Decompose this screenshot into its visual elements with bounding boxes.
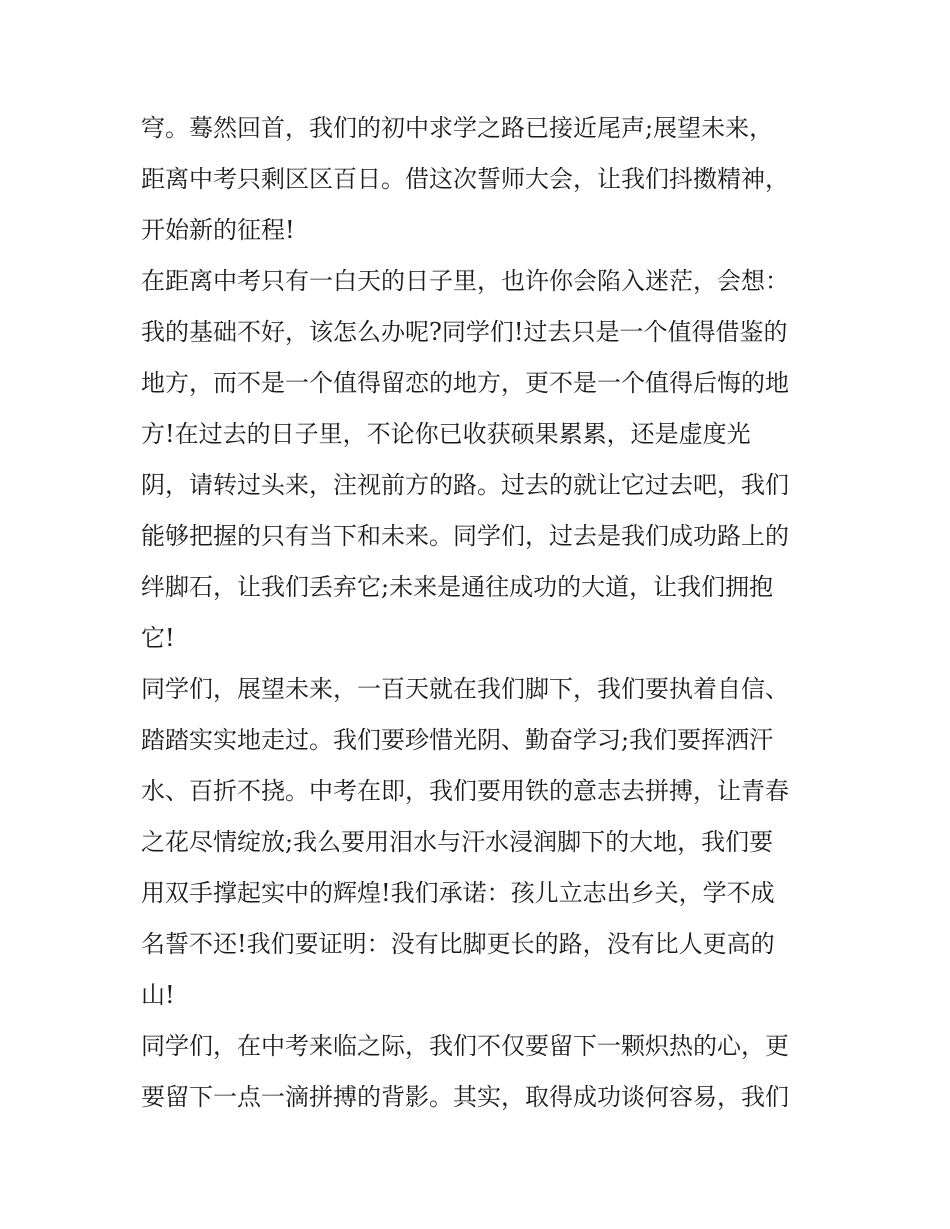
text-line: 山! (141, 981, 175, 1009)
text-line: 名誓不还!我们要证明：没有比脚更长的路，没有比人更高的 (141, 930, 775, 958)
text-line: 它! (141, 624, 175, 652)
text-line: 水、百折不挠。中考在即，我们要用铁的意志去拼搏，让青春 (141, 777, 789, 805)
text-line: 之花尽情绽放;我么要用泪水与汗水浸润脚下的大地，我们要 (141, 828, 774, 856)
text-line: 踏踏实实地走过。我们要珍惜光阴、勤奋学习;我们要挥洒汗 (141, 726, 774, 754)
text-line: 用双手撑起实中的辉煌!我们承诺：孩儿立志出乡关，学不成 (141, 879, 775, 907)
text-line: 距离中考只剩区区百日。借这次誓师大会，让我们抖擞精神， (141, 165, 789, 193)
text-line: 开始新的征程! (141, 216, 295, 244)
text-line: 能够把握的只有当下和未来。同学们，过去是我们成功路上的 (141, 522, 789, 550)
text-line: 同学们，展望未来，一百天就在我们脚下，我们要执着自信、 (141, 675, 789, 703)
text-line: 在距离中考只有一白天的日子里，也许你会陷入迷茫，会想： (141, 267, 789, 295)
text-line: 阴，请转过头来，注视前方的路。过去的就让它过去吧，我们 (141, 471, 789, 499)
text-line: 要留下一点一滴拼搏的背影。其实，取得成功谈何容易，我们 (141, 1083, 789, 1111)
document-body (141, 103, 821, 1123)
text-line: 同学们，在中考来临之际，我们不仅要留下一颗炽热的心，更 (141, 1032, 789, 1060)
text-line: 地方，而不是一个值得留恋的地方，更不是一个值得后悔的地 (141, 369, 789, 397)
text-line: 绊脚石，让我们丢弃它;未来是通往成功的大道，让我们拥抱 (141, 573, 774, 601)
text-line: 方!在过去的日子里，不论你已收获硕果累累，还是虚度光 (141, 420, 751, 448)
text-line: 我的基础不好，该怎么办呢?同学们!过去只是一个值得借鉴的 (141, 318, 788, 346)
text-line: 穹。蓦然回首，我们的初中求学之路已接近尾声;展望未来， (141, 114, 774, 142)
